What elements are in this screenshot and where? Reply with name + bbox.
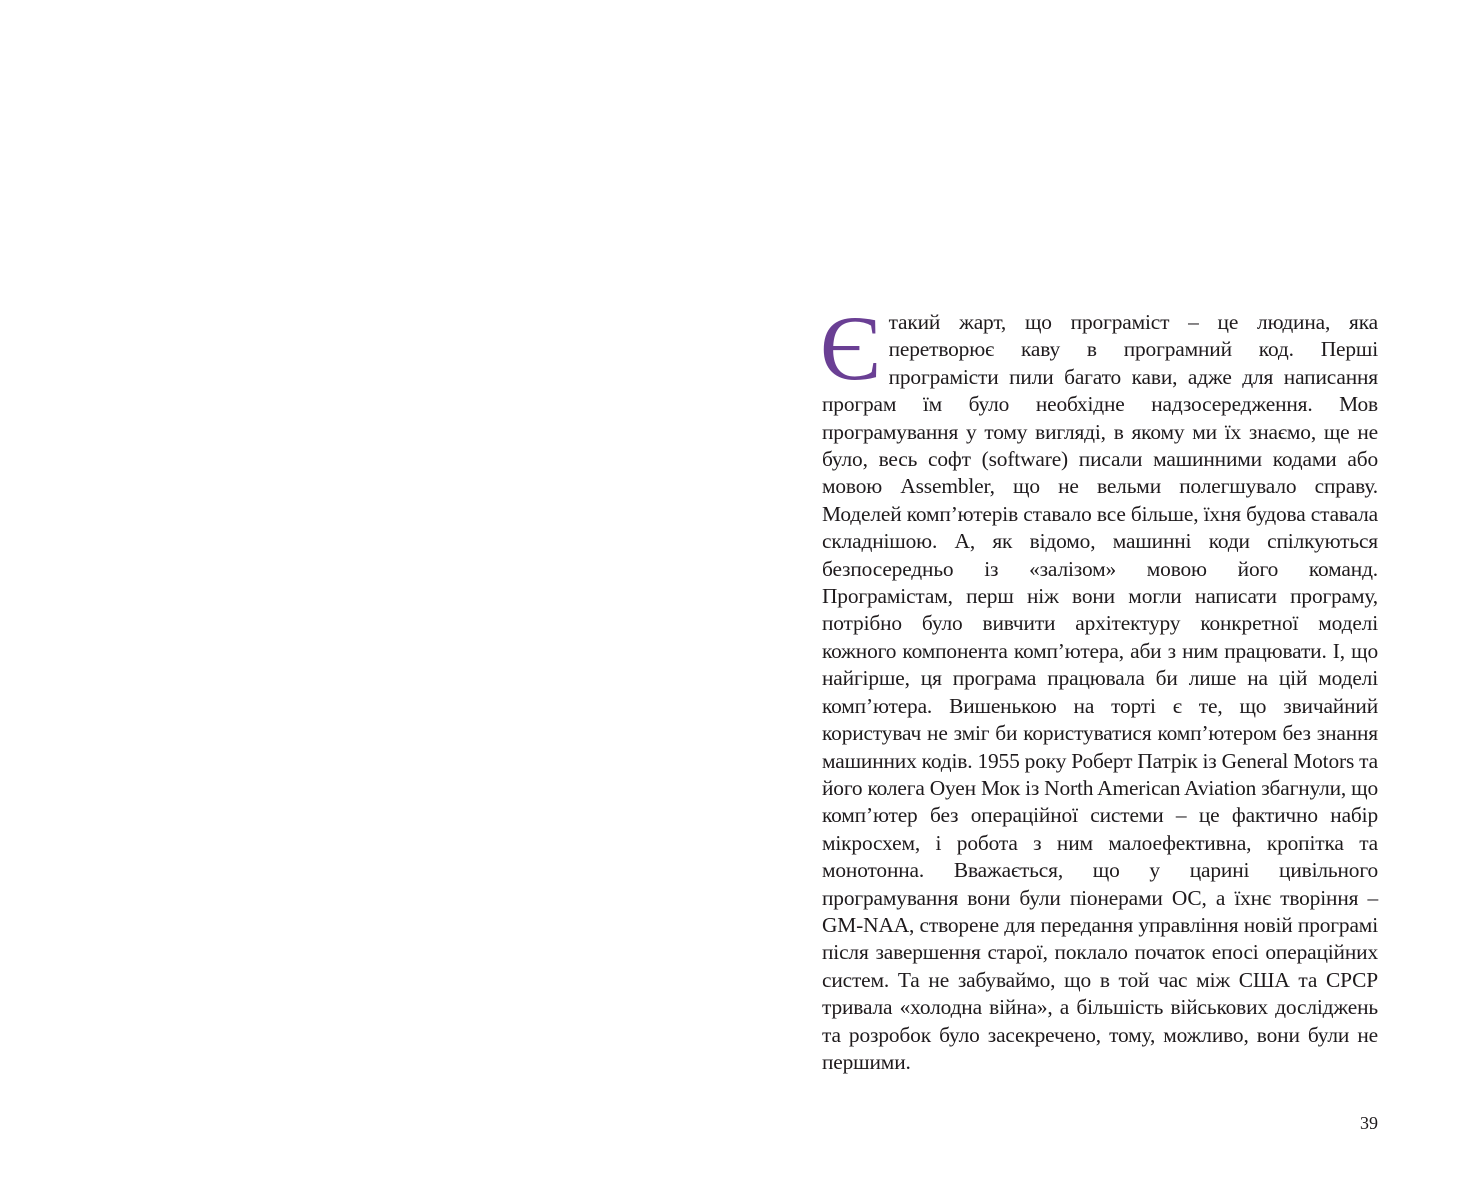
paragraph-text: такий жарт, що програміст – це людина, яка перетворює каву в програмний код. Перші програмісти пили багато кави, адже для написання програм їм було необхідне надзосередження. Мов програмування у тому вигляді, в якому ми їх знаємо, ще не було, весь софт (software) писали машинними кодами або мовою Assembler, що не вельми полегшувало справу. Моделей комп’ютерів ставало все більше, їхня будова ставала складнішою. А, як відомо, машинні коди спілкуються безпосередньо із «залізом» мовою його команд. Програмістам, перш ніж вони могли написати програму, потрібно було вивчити архітектуру конкретної моделі кожного компонента комп’ютера, аби з ним працювати. І, що найгірше, ця програма працювала би лише на цій моделі комп’ютера. Вишенькою на торті є те, що звичайний користувач не зміг би користуватися комп’ютером без знання машинних кодів. 1955 року Роберт Патрік із General Motors та його колега Оуен Мок із North American Aviation збагнули, що комп’ютер без операційної системи – це фактично набір мікросхем, і робота з ним малоефективна, кропітка та монотонна. Вважається, що у царині цивільного програмування вони були піонерами ОС, а їхнє творіння – GM-NAA, створене для передання управління новій програмі після завершення старої, поклало початок епосі операційних систем. Та не забуваймо, що в той час між США та СРСР тривала «холодна війна», а більшість військових досліджень та розробок було засекречено, тому, можливо, вони були не першими. [822, 310, 1378, 1074]
page-number: 39 [1360, 1113, 1378, 1133]
drop-cap-letter: Є [820, 297, 881, 399]
article-paragraph [820, 297, 1378, 1076]
